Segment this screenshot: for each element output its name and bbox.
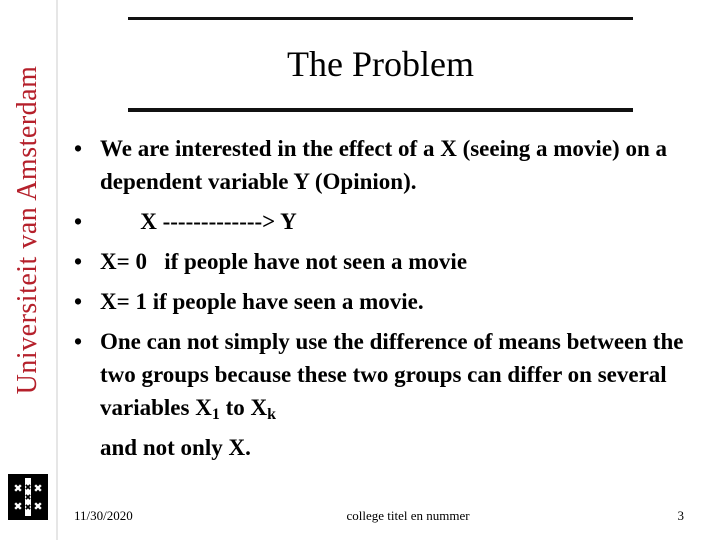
- subscript-k: k: [267, 406, 276, 423]
- bullet-text-to: to X: [219, 395, 268, 420]
- bullet-text: One can not simply use the difference of means between the two groups because these two groups can differ on several variables X: [100, 329, 684, 420]
- bullet-item: • We are interested in the effect of a X (seeing a movie) on a dependent variable Y (Opinion).: [74, 136, 667, 194]
- page-number: 3: [677, 508, 684, 523]
- bullet-text: We are interested in the effect of a X (seeing a movie) on a dependent variable Y (Opinion).: [100, 136, 667, 194]
- bullet-text: X= 1 if people have seen a movie.: [100, 289, 424, 314]
- title-rule-top: [128, 17, 633, 20]
- bullet-text-tail: and not only X.: [100, 435, 251, 460]
- subscript-1: 1: [211, 406, 220, 423]
- title-rule-bottom: [128, 108, 633, 112]
- bullet-item: • X= 1 if people have seen a movie.: [74, 289, 424, 314]
- bullet-item: • X -------------> Y: [74, 209, 297, 234]
- university-name: Universiteit van Amsterdam: [12, 65, 43, 395]
- slide-title: The Problem: [287, 44, 474, 84]
- bullet-item: • X= 0 if people have not seen a movie: [74, 249, 468, 274]
- bullet-list: [70, 132, 690, 464]
- footer-course: college titel en nummer: [346, 508, 470, 523]
- bullet-text: X= 0 if people have not seen a movie: [100, 249, 468, 274]
- bullet-item: • One can not simply use the difference of means between the two groups because these two groups can differ on several variables $X_1$ to $X_k$ and not only X.: [74, 329, 684, 460]
- sidebar: [0, 0, 58, 540]
- bullet-text: X -------------> Y: [100, 209, 297, 234]
- footer-date: 11/30/2020: [74, 508, 133, 523]
